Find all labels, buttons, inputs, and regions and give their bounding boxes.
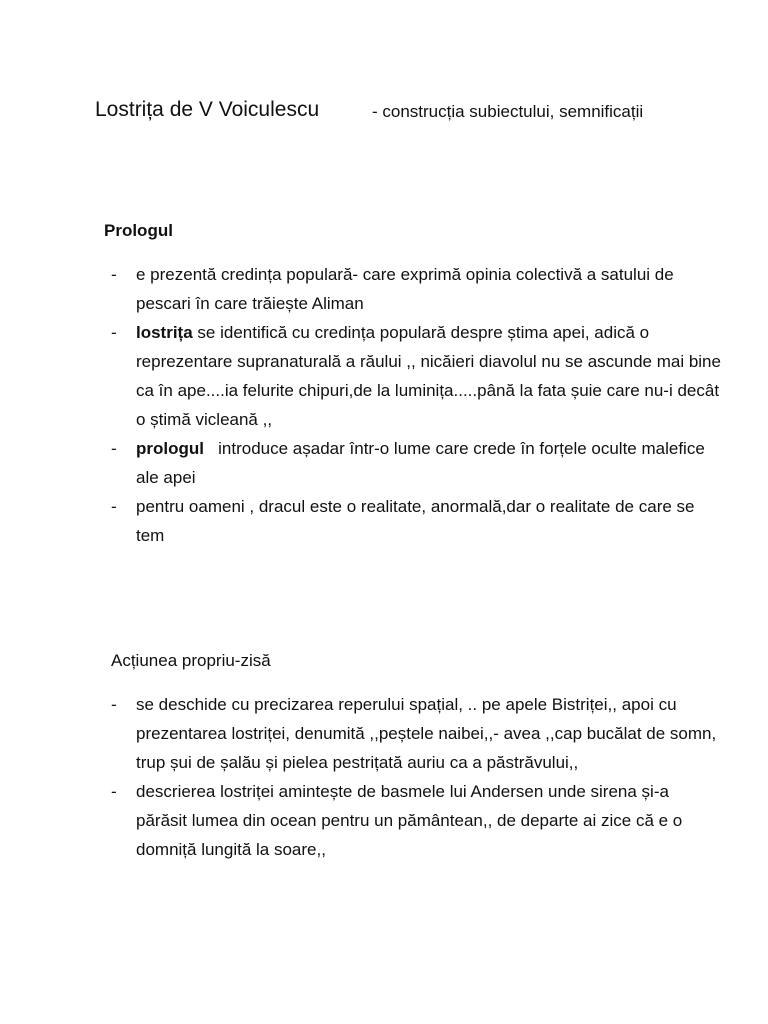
list-item-bold-term: prologul: [136, 439, 204, 458]
list-item: [111, 690, 721, 777]
list-item-text: se deschide cu precizarea reperului spațial, .. pe apele Bistriței,, apoi cu prezentarea lostriței, denumită ,,peștele naibei,,- avea ,,cap bucălat de somn, trup șui de șalău și pielea pestrițată auriu ca a păstrăvului,,: [136, 695, 717, 772]
actiune-list: [111, 690, 721, 864]
section-heading-actiune: Acțiunea propriu-zisă: [111, 651, 271, 670]
list-dash: -: [111, 695, 117, 714]
list-item-text: introduce așadar într-o lume care crede în forțele oculte malefice ale apei: [136, 439, 710, 487]
list-item: [111, 260, 721, 318]
list-dash: -: [111, 782, 117, 801]
list-item-text: se identifică cu credința populară despre știma apei, adică o reprezentare supranaturală a răului ,, nicăieri diavolul nu se ascunde mai bine ca în ape....ia felurite chipuri,de la luminița.....până la fata șuie care nu-i decât o știmă vicleană ,,: [136, 323, 721, 429]
list-dash: -: [111, 439, 117, 458]
list-item-text: e prezentă credința populară- care exprimă opinia colectivă a satului de pescari în care trăiește Aliman: [136, 265, 674, 313]
document-subtitle: - construcția subiectului, semnificații: [372, 102, 644, 121]
list-dash: -: [111, 323, 117, 342]
list-item: [111, 434, 721, 492]
list-item: [111, 318, 721, 434]
list-item: [111, 777, 721, 864]
prolog-list: [111, 260, 721, 550]
list-item: [111, 492, 721, 550]
list-item-text: descrierea lostriței amintește de basmele lui Andersen unde sirena și-a părăsit lumea din ocean pentru un pământean,, de departe ai zice că e o domniță lungită la soare,,: [136, 782, 683, 859]
document-title: Lostrița de V Voiculescu: [95, 98, 320, 121]
list-item-bold-term: lostrița: [136, 323, 193, 342]
list-dash: -: [111, 497, 117, 516]
list-item-text: pentru oameni , dracul este o realitate, anormală,dar o realitate de care se tem: [136, 497, 695, 545]
list-dash: -: [111, 265, 117, 284]
section-heading-prolog: Prologul: [104, 221, 173, 240]
